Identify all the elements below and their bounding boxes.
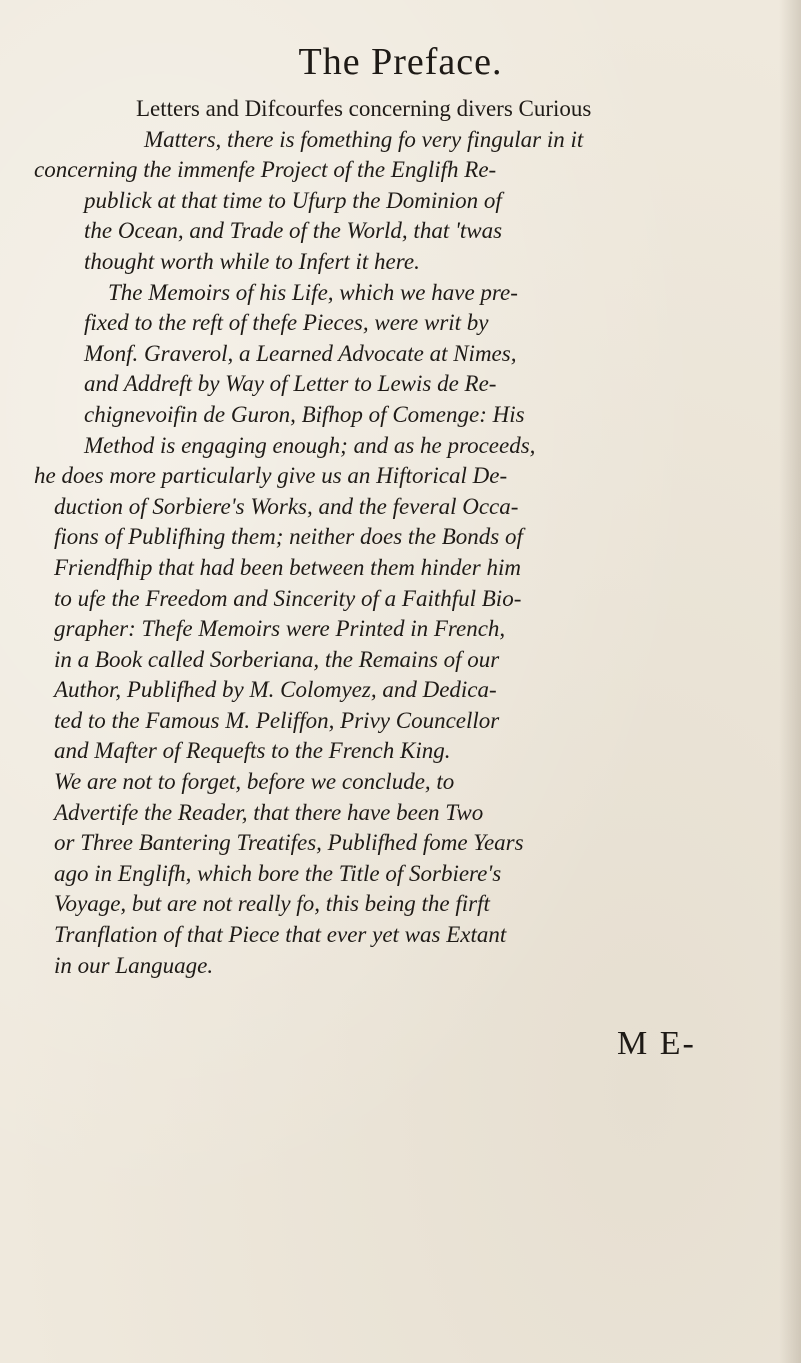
text-line: We are not to forget, before we conclude, to — [54, 769, 455, 795]
text-line: Matters, there is fomething fo very fingular in it — [144, 126, 584, 152]
text-line: he does more particularly give us an Hiftorical De- — [34, 463, 508, 489]
text-line: Friendfhip that had been between them hinder him — [54, 554, 521, 580]
text-line: chignevoifin de Guron, Bifhop of Comenge: His — [84, 401, 525, 427]
text-line: and Addreft by Way of Letter to Lewis de Re- — [84, 371, 497, 397]
text-line: fions of Publifhing them; neither does the Bonds of — [54, 524, 523, 550]
text-line: and Mafter of Requefts to the French King. — [54, 738, 451, 764]
text-line: Letters and Difcourfes concerning divers Curious — [136, 96, 592, 121]
text-line: Voyage, but are not really fo, this being the firft — [54, 891, 490, 917]
text-line: publick at that time to Ufurp the Dominion of — [84, 187, 502, 213]
text-line: concerning the immenfe Project of the Englifh Re- — [34, 157, 497, 183]
text-line: ago in Englifh, which bore the Title of Sorbiere's — [54, 860, 502, 886]
preface-body — [10, 94, 770, 981]
text-line: the Ocean, and Trade of the World, that 'twas — [84, 218, 503, 244]
text-line: Advertife the Reader, that there have been Two — [54, 799, 484, 825]
page-heading: The Preface. — [298, 41, 503, 83]
text-line: duction of Sorbiere's Works, and the feveral Occa- — [54, 493, 519, 519]
text-line: Tranflation of that Piece that ever yet was Extant — [54, 922, 507, 948]
text-line: grapher: Thefe Memoirs were Printed in French, — [54, 616, 506, 642]
text-line: to ufe the Freedom and Sincerity of a Faithful Bio- — [54, 585, 522, 611]
text-line: Method is engaging enough; and as he proceeds, — [84, 432, 536, 458]
text-line: in our Language. — [54, 952, 214, 978]
catchword: M E- — [617, 1025, 696, 1062]
text-line: in a Book called Sorberiana, the Remains of our — [54, 646, 500, 672]
text-line: ted to the Famous M. Peliffon, Privy Councellor — [54, 707, 500, 733]
text-line: fixed to the reft of thefe Pieces, were writ by — [84, 310, 489, 336]
text-line: thought worth while to Infert it here. — [84, 248, 420, 274]
page-edge-shadow — [779, 0, 801, 1363]
text-line: Monf. Graverol, a Learned Advocate at Nimes, — [84, 340, 517, 366]
text-line: The Memoirs of his Life, which we have pre- — [108, 279, 518, 305]
text-line: Author, Publifhed by M. Colomyez, and Dedica- — [54, 677, 497, 703]
text-line: or Three Bantering Treatifes, Publifhed fome Years — [54, 830, 524, 856]
